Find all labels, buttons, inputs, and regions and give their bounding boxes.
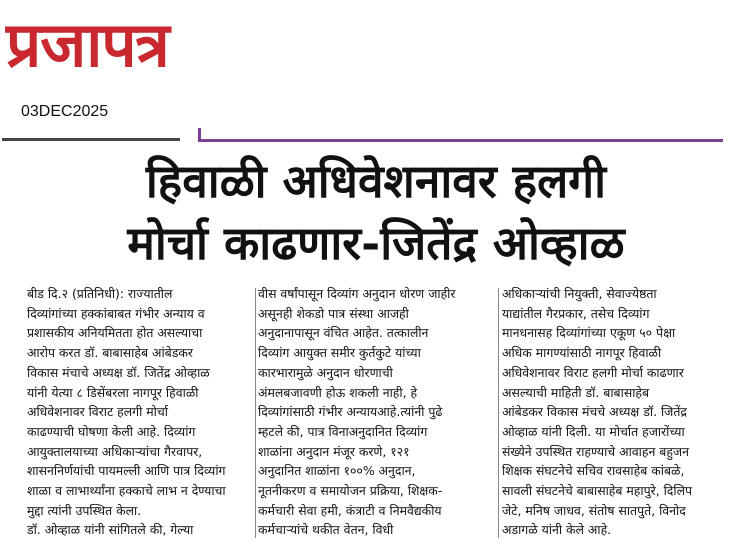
article-line: संख्येने उपस्थित राहण्याचे आवाहन बहुजन <box>502 443 689 459</box>
article-line: आयुक्तालयाच्या अधिकाऱ्यांचा गैरवापर, <box>27 443 203 459</box>
article-line: शाळा व लाभार्थ्यांना हक्काचे लाभ न देण्याचा <box>27 483 226 499</box>
article-line: जेटे, मनिष जाधव, संतोष सातपुते, विनोद <box>502 502 686 518</box>
article-line: दिव्यांग आयुक्त समीर कुर्तकुटे यांच्या <box>258 345 421 361</box>
article-line: विकास मंचाचे अध्यक्ष डॉ. जितेंद्र ओव्हाळ <box>27 364 210 380</box>
purple-divider <box>198 139 723 142</box>
article-line: शासननिर्णयांची पायमल्ली आणि पात्र दिव्यांग <box>27 463 226 479</box>
article-column-2 <box>258 284 494 540</box>
column-rule-1 <box>255 288 256 538</box>
article-line: ओव्हाळ यांनी दिली. या मोर्चात हजारोंच्या <box>502 423 685 439</box>
article-line: अधिकाऱ्यांची नियुक्ती, सेवाज्येष्ठता <box>502 286 657 301</box>
article-line: कर्मचारी सेवा हमी, कंत्राटी व निमवैद्यकीय <box>258 502 442 518</box>
article-line: अनुदानापासून वंचित आहेत. तत्कालीन <box>258 325 429 341</box>
article-line: याद्यांतील गैरप्रकार, तसेच दिव्यांग <box>502 305 650 321</box>
article-line: म्हटले की, पात्र विनाअनुदानित दिव्यांग <box>258 423 428 439</box>
article-line: अधिक मागण्यांसाठी नागपूर हिवाळी <box>502 345 662 361</box>
article-line: वीस वर्षांपासून दिव्यांग अनुदान धोरण जाहीर <box>258 286 456 301</box>
purple-divider-tick <box>198 128 201 142</box>
article-line: आरोप करत डॉ. बाबासाहेब आंबेडकर <box>27 345 193 361</box>
article-line: अंमलबजावणी होऊ शकली नाही, हे <box>258 384 418 400</box>
article-line: अधिवेशनावर विराट हलगी मोर्चा <box>27 404 168 420</box>
article-line: असल्याची माहिती डॉ. बाबासाहेब <box>502 384 650 400</box>
article-line: काढण्याची घोषणा केली आहे. दिव्यांग <box>27 423 196 439</box>
article-line: शाळांना अनुदान मंजूर करणे, १२१ <box>258 443 410 459</box>
publication-date: 03DEC2025 <box>21 103 109 120</box>
article-line: अधिवेशनावर विराट हलगी मोर्चा काढणार <box>502 364 684 380</box>
article-line: मानधनासह दिव्यांगांच्या एकूण ५० पेक्षा <box>502 325 676 341</box>
article-column-3 <box>502 284 728 540</box>
article-line: अडागळे यांनी केले आहे. <box>502 522 612 538</box>
article-line: कारभारामुळे अनुदान धोरणाची <box>258 364 393 380</box>
headline-line-1: हिवाळी अधिवेशनावर हलगी <box>145 154 607 208</box>
headline-line-2: मोर्चा काढणार-जितेंद्र ओव्हाळ <box>127 216 625 270</box>
article-line: बीड दि.२ (प्रतिनिधी): राज्यातील <box>27 286 173 301</box>
article-line: आंबेडकर विकास मंचचे अध्यक्ष डॉ. जितेंद्र <box>502 404 688 420</box>
article-line: अनुदानित शाळांना १००% अनुदान, <box>258 463 416 479</box>
article-line: दिव्यांगांसाठी गंभीर अन्यायआहे.त्यांनी पुढे <box>258 404 443 420</box>
column-rule-2 <box>498 288 499 538</box>
article-line: सावली संघटनेचे बाबासाहेब महापुरे, दिलिप <box>502 483 693 499</box>
article-line: डॉ. ओव्हाळ यांनी सांगितले की, गेल्या <box>27 522 194 538</box>
article-line: नूतनीकरण व समायोजन प्रक्रिया, शिक्षक- <box>258 483 443 499</box>
article-line: दिव्यांगांच्या हक्कांबाबत गंभीर अन्याय व <box>27 305 205 321</box>
article-line: शिक्षक संघटनेचे सचिव रावसाहेब कांबळे, <box>502 463 685 479</box>
article-line: असूनही शेकडो पात्र संस्था आजही <box>258 305 409 321</box>
article-line: कर्मचाऱ्यांचे थकीत वेतन, विधी <box>258 522 394 538</box>
article-line: यांनी येत्या ८ डिसेंबरला नागपूर हिवाळी <box>27 384 199 400</box>
article-line: प्रशासकीय अनियमितता होत असल्याचा <box>27 325 203 341</box>
article-column-1 <box>27 284 253 540</box>
article-line: मुद्दा त्यांनी उपस्थित केला. <box>27 502 142 518</box>
newspaper-masthead: प्रजापत्र <box>6 8 169 81</box>
gray-divider <box>2 138 180 141</box>
